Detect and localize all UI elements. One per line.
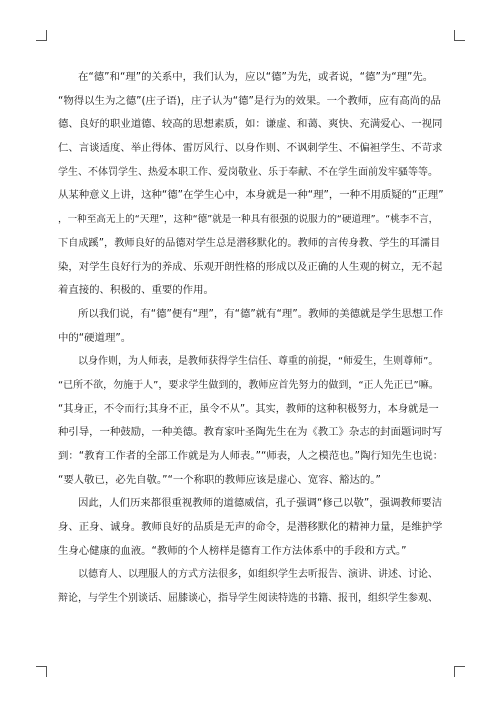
text-line: 在“德”和“理”的关系中，我们认为，应以“德”为先，或者说，“德”为“理”先。 (78, 71, 434, 83)
text-line: 以德育人、以理服人的方式方法很多，如组织学生去听报告、演讲、讲述、讨论、 (78, 569, 438, 581)
crop-mark-top-right (454, 30, 465, 41)
crop-mark-top-left (36, 30, 47, 41)
text-line: “已所不欲，勿施于人”，要求学生做到的，教师应首先努力的做到，“正人先正已”嘛。 (58, 379, 439, 391)
text-line: 辩论，与学生个别谈话、屈膝谈心，指导学生阅读特选的书籍、报刊，组织学生参观、 (58, 593, 438, 605)
text-line: 染，对学生良好行为的养成、乐观开朗性格的形成以及正确的人生观的树立，无不起 (58, 260, 443, 273)
text-line: 下自成蹊”，教师良好的品德对学生总是潜移默化的。教师的言传身教、学生的耳濡目 (58, 237, 441, 249)
text-line: 中的“硬道理”。 (58, 331, 132, 344)
paragraph (58, 303, 444, 350)
text-line: 德、良好的职业道德、较高的思想素质，如：谦虚、和蔼、爽快、充满爱心、一视同 (58, 118, 443, 131)
text-line: 种引导，一种鼓励，一种美德。教育家叶圣陶先生在为《教工》杂志的封面题词时写 (58, 426, 443, 439)
text-line: 学生、不体罚学生、热爱本职工作、爱岗敬业、乐于奉献、不在学生面前发牢骚等等。 (58, 166, 438, 178)
text-line: 着直接的、积极的、重要的作用。 (58, 284, 214, 297)
text-line: 生身心健康的血液。“教师的个人榜样是德育工作方法体系中的手段和方式。” (58, 544, 407, 557)
document-body (58, 66, 444, 611)
text-line: 因此，人们历来都很重视教师的道德威信，孔子强调“修己以敬”，强调教师要洁 (78, 497, 443, 510)
text-line: 所以我们说，有“德”便有“理”，有“德”就有“理”。教师的美德就是学生思想工作 (78, 307, 444, 320)
text-line: 以身作则，为人师表，是教师获得学生信任、尊重的前提，“师爱生，生则尊师”。 (78, 356, 439, 368)
text-line: ，一种至高无上的“天理”，这种“德”就是一种具有很强的说服力的“硬道理”。“桃李不言， (58, 214, 439, 226)
paragraph (58, 350, 444, 492)
paragraph (58, 66, 444, 303)
paragraph (58, 492, 444, 563)
text-line: “要人敬已，必先自敬。”“一个称职的教师应该是虚心、宽容、豁达的。” (58, 473, 381, 486)
crop-mark-bottom-left (36, 666, 47, 677)
paragraph (58, 563, 444, 610)
text-line: “物得以生为之德”(庄子语)，庄子认为“德”是行为的效果。一个教师，应有高尚的品 (58, 94, 441, 107)
text-line: “其身正，不令而行;其身不正，虽令不从”。其实，教师的这种积极努力，本身就是一 (58, 403, 439, 415)
text-line: 从某种意义上讲，这种“德”在学生心中，本身就是一种“理”，一种不用质疑的“正理” (58, 189, 444, 202)
text-line: 到：“教育工作者的全部工作就是为人师表。”“师表，人之模范也。”陶行知先生也说： (58, 450, 444, 462)
text-line: 身、正身、诚身。教师良好的品质是无声的命令，是潜移默化的精神力量，是维护学 (58, 521, 443, 534)
crop-mark-bottom-right (454, 666, 465, 677)
text-line: 仁、言谈适度、举止得体、雷厉风行、以身作则、不讽刺学生、不偏袒学生、不苛求 (58, 142, 443, 155)
